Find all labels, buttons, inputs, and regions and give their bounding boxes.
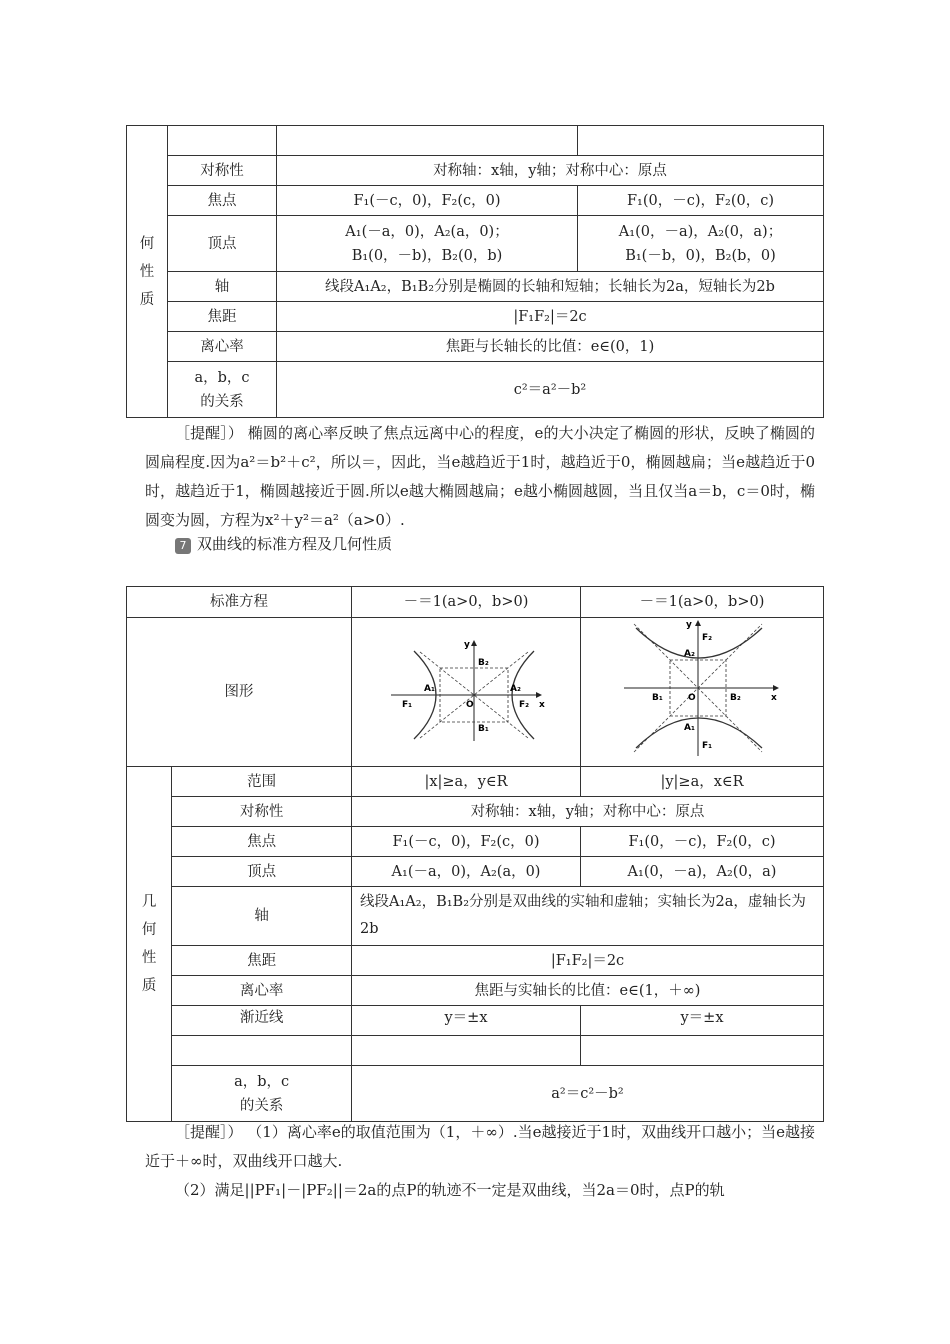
vertical-char: 质 bbox=[139, 291, 155, 308]
table-cell bbox=[277, 126, 578, 156]
fig-label: A₂ bbox=[510, 684, 521, 694]
hyperbola-properties-table bbox=[126, 586, 824, 1122]
hyperbola-reminder-2: （2）满足||PF₁|－|PF₂||＝2a的点P的轨迹不一定是双曲线，当2a＝0时，点P的轨 bbox=[175, 1181, 725, 1199]
row-label-symmetry: 对称性 bbox=[172, 797, 352, 827]
row-label-figure: 图形 bbox=[127, 618, 352, 767]
abc-relation-value: c²＝a²－b² bbox=[277, 362, 824, 418]
fig-label: y bbox=[686, 620, 692, 630]
table-cell bbox=[168, 126, 277, 156]
eccentricity-value: 焦距与实轴长的比值：e∈(1，＋∞) bbox=[352, 976, 824, 1006]
table-cell bbox=[578, 126, 824, 156]
row-label-focal-distance: 焦距 bbox=[172, 946, 352, 976]
vertex-y-value: A₁(0，－a)，A₂(0，a) bbox=[581, 857, 824, 887]
axis-value: 线段A₁A₂，B₁B₂分别是双曲线的实轴和虚轴；实轴长为2a，虚轴长为2b bbox=[352, 887, 824, 946]
eccentricity-value: 焦距与长轴长的比值：e∈(0，1) bbox=[277, 332, 824, 362]
ellipse-properties-table bbox=[126, 125, 824, 418]
label-line: a，b，c bbox=[234, 1073, 290, 1090]
row-label-vertex: 顶点 bbox=[168, 216, 277, 272]
row-label-abc bbox=[172, 1066, 352, 1122]
foci-x-value: F₁(－c，0)，F₂(c，0) bbox=[277, 186, 578, 216]
vertical-char: 何 bbox=[141, 922, 157, 938]
fig-label: O bbox=[466, 700, 474, 710]
vertex-a-line: A₁(0，－a)，A₂(0，a)； bbox=[618, 223, 783, 240]
vertical-char: 性 bbox=[141, 950, 157, 966]
row-label-vertex: 顶点 bbox=[172, 857, 352, 887]
section-title: 双曲线的标准方程及几何性质 bbox=[197, 535, 393, 553]
vertex-y-value bbox=[578, 216, 824, 272]
figure-horizontal-hyperbola bbox=[352, 618, 581, 767]
row-label-asymptote: 渐近线 bbox=[172, 1006, 352, 1036]
row-label-axis: 轴 bbox=[172, 887, 352, 946]
vertex-x-value bbox=[277, 216, 578, 272]
fig-label: F₁ bbox=[702, 741, 713, 751]
row-label-eccentricity: 离心率 bbox=[172, 976, 352, 1006]
vertex-a-line: A₁(－a，0)，A₂(a，0)； bbox=[345, 223, 509, 240]
row-label-standard-equation: 标准方程 bbox=[127, 587, 352, 618]
row-label-abc bbox=[168, 362, 277, 418]
focal-distance-value: |F₁F₂|＝2c bbox=[277, 302, 824, 332]
row-label-eccentricity: 离心率 bbox=[168, 332, 277, 362]
axis-value: 线段A₁A₂，B₁B₂分别是椭圆的长轴和短轴；长轴长为2a，短轴长为2b bbox=[277, 272, 824, 302]
asymptote-y-value: y＝±x bbox=[581, 1006, 824, 1036]
table-cell bbox=[172, 1036, 352, 1066]
fig-label: F₁ bbox=[402, 700, 413, 710]
fig-label: y bbox=[464, 640, 470, 650]
equation-y-value: －＝1(a>0，b>0) bbox=[581, 587, 824, 618]
symmetry-value: 对称轴：x轴，y轴；对称中心：原点 bbox=[277, 156, 824, 186]
symmetry-value: 对称轴：x轴，y轴；对称中心：原点 bbox=[352, 797, 824, 827]
section-label-vertical bbox=[127, 767, 172, 1122]
fig-label: x bbox=[771, 693, 777, 703]
fig-label: B₁ bbox=[652, 693, 663, 703]
fig-label: B₂ bbox=[730, 693, 741, 703]
fig-label: B₁ bbox=[478, 724, 489, 734]
label-line: a，b，c bbox=[194, 369, 250, 386]
row-label-symmetry: 对称性 bbox=[168, 156, 277, 186]
row-label-range: 范围 bbox=[172, 767, 352, 797]
fig-label: A₁ bbox=[684, 723, 695, 733]
vertical-char: 性 bbox=[139, 263, 155, 280]
label-line: 的关系 bbox=[200, 393, 244, 410]
fig-label: B₂ bbox=[478, 658, 489, 668]
focal-distance-value: |F₁F₂|＝2c bbox=[352, 946, 824, 976]
table-cell bbox=[352, 1036, 581, 1066]
fig-label: F₂ bbox=[519, 700, 530, 710]
row-label-foci: 焦点 bbox=[172, 827, 352, 857]
vertical-char: 质 bbox=[141, 978, 157, 994]
hyperbola-upper-branch bbox=[636, 628, 762, 658]
vertex-b-line: B₁(－b，0)，B₂(b，0) bbox=[625, 247, 776, 264]
range-x-value: |x|≥a，y∈R bbox=[352, 767, 581, 797]
vertical-char: 何 bbox=[139, 235, 155, 252]
equation-x-value: －＝1(a>0，b>0) bbox=[352, 587, 581, 618]
label-line: 的关系 bbox=[239, 1097, 284, 1114]
asymptote-x-value: y＝±x bbox=[352, 1006, 581, 1036]
row-label-axis: 轴 bbox=[168, 272, 277, 302]
fig-label: x bbox=[539, 700, 545, 710]
figure-vertical-hyperbola bbox=[581, 618, 824, 767]
fig-label: F₂ bbox=[702, 633, 713, 643]
hyperbola-reminder-1: ［提醒］） （1）离心率e的取值范围为（1，＋∞）.当e越接近于1时，双曲线开口越小；当e越接近于＋∞时，双曲线开口越大. bbox=[145, 1123, 815, 1170]
section-heading bbox=[175, 532, 392, 556]
row-label-focal-distance: 焦距 bbox=[168, 302, 277, 332]
vertex-b-line: B₁(0，－b)，B₂(0，b) bbox=[351, 247, 503, 264]
table-cell bbox=[581, 1036, 824, 1066]
ellipse-reminder: ［提醒］） 椭圆的离心率反映了焦点远离中心的程度，e的大小决定了椭圆的形状，反映了椭圆的圆扁程度.因为a²＝b²＋c²，所以＝，因此，当e越趋近于1时，越趋近于0，椭圆越扁；当e越趋近于0时，越趋近于1，椭圆越接近于圆.所以e越大椭圆越扁；e越小椭圆越圆，当且仅当a＝b，c＝0时，椭圆变为圆，方程为x²＋y²＝a²（a>0）. bbox=[145, 424, 815, 529]
section-number-badge: 7 bbox=[175, 538, 191, 554]
vertical-char: 几 bbox=[141, 894, 157, 910]
vertical-hyperbola-diagram bbox=[622, 618, 782, 758]
horizontal-hyperbola-diagram bbox=[386, 633, 546, 743]
section-label-vertical bbox=[127, 126, 168, 418]
row-label-foci: 焦点 bbox=[168, 186, 277, 216]
range-y-value: |y|≥a，x∈R bbox=[581, 767, 824, 797]
fig-label: A₂ bbox=[684, 649, 695, 659]
foci-y-value: F₁(0，－c)，F₂(0，c) bbox=[581, 827, 824, 857]
abc-relation-value: a²＝c²－b² bbox=[352, 1066, 824, 1122]
hyperbola-lower-branch bbox=[636, 718, 762, 748]
foci-x-value: F₁(－c，0)，F₂(c，0) bbox=[352, 827, 581, 857]
foci-y-value: F₁(0，－c)，F₂(0，c) bbox=[578, 186, 824, 216]
fig-label: A₁ bbox=[424, 684, 435, 694]
vertex-x-value: A₁(－a，0)，A₂(a，0) bbox=[352, 857, 581, 887]
fig-label: O bbox=[688, 693, 696, 703]
